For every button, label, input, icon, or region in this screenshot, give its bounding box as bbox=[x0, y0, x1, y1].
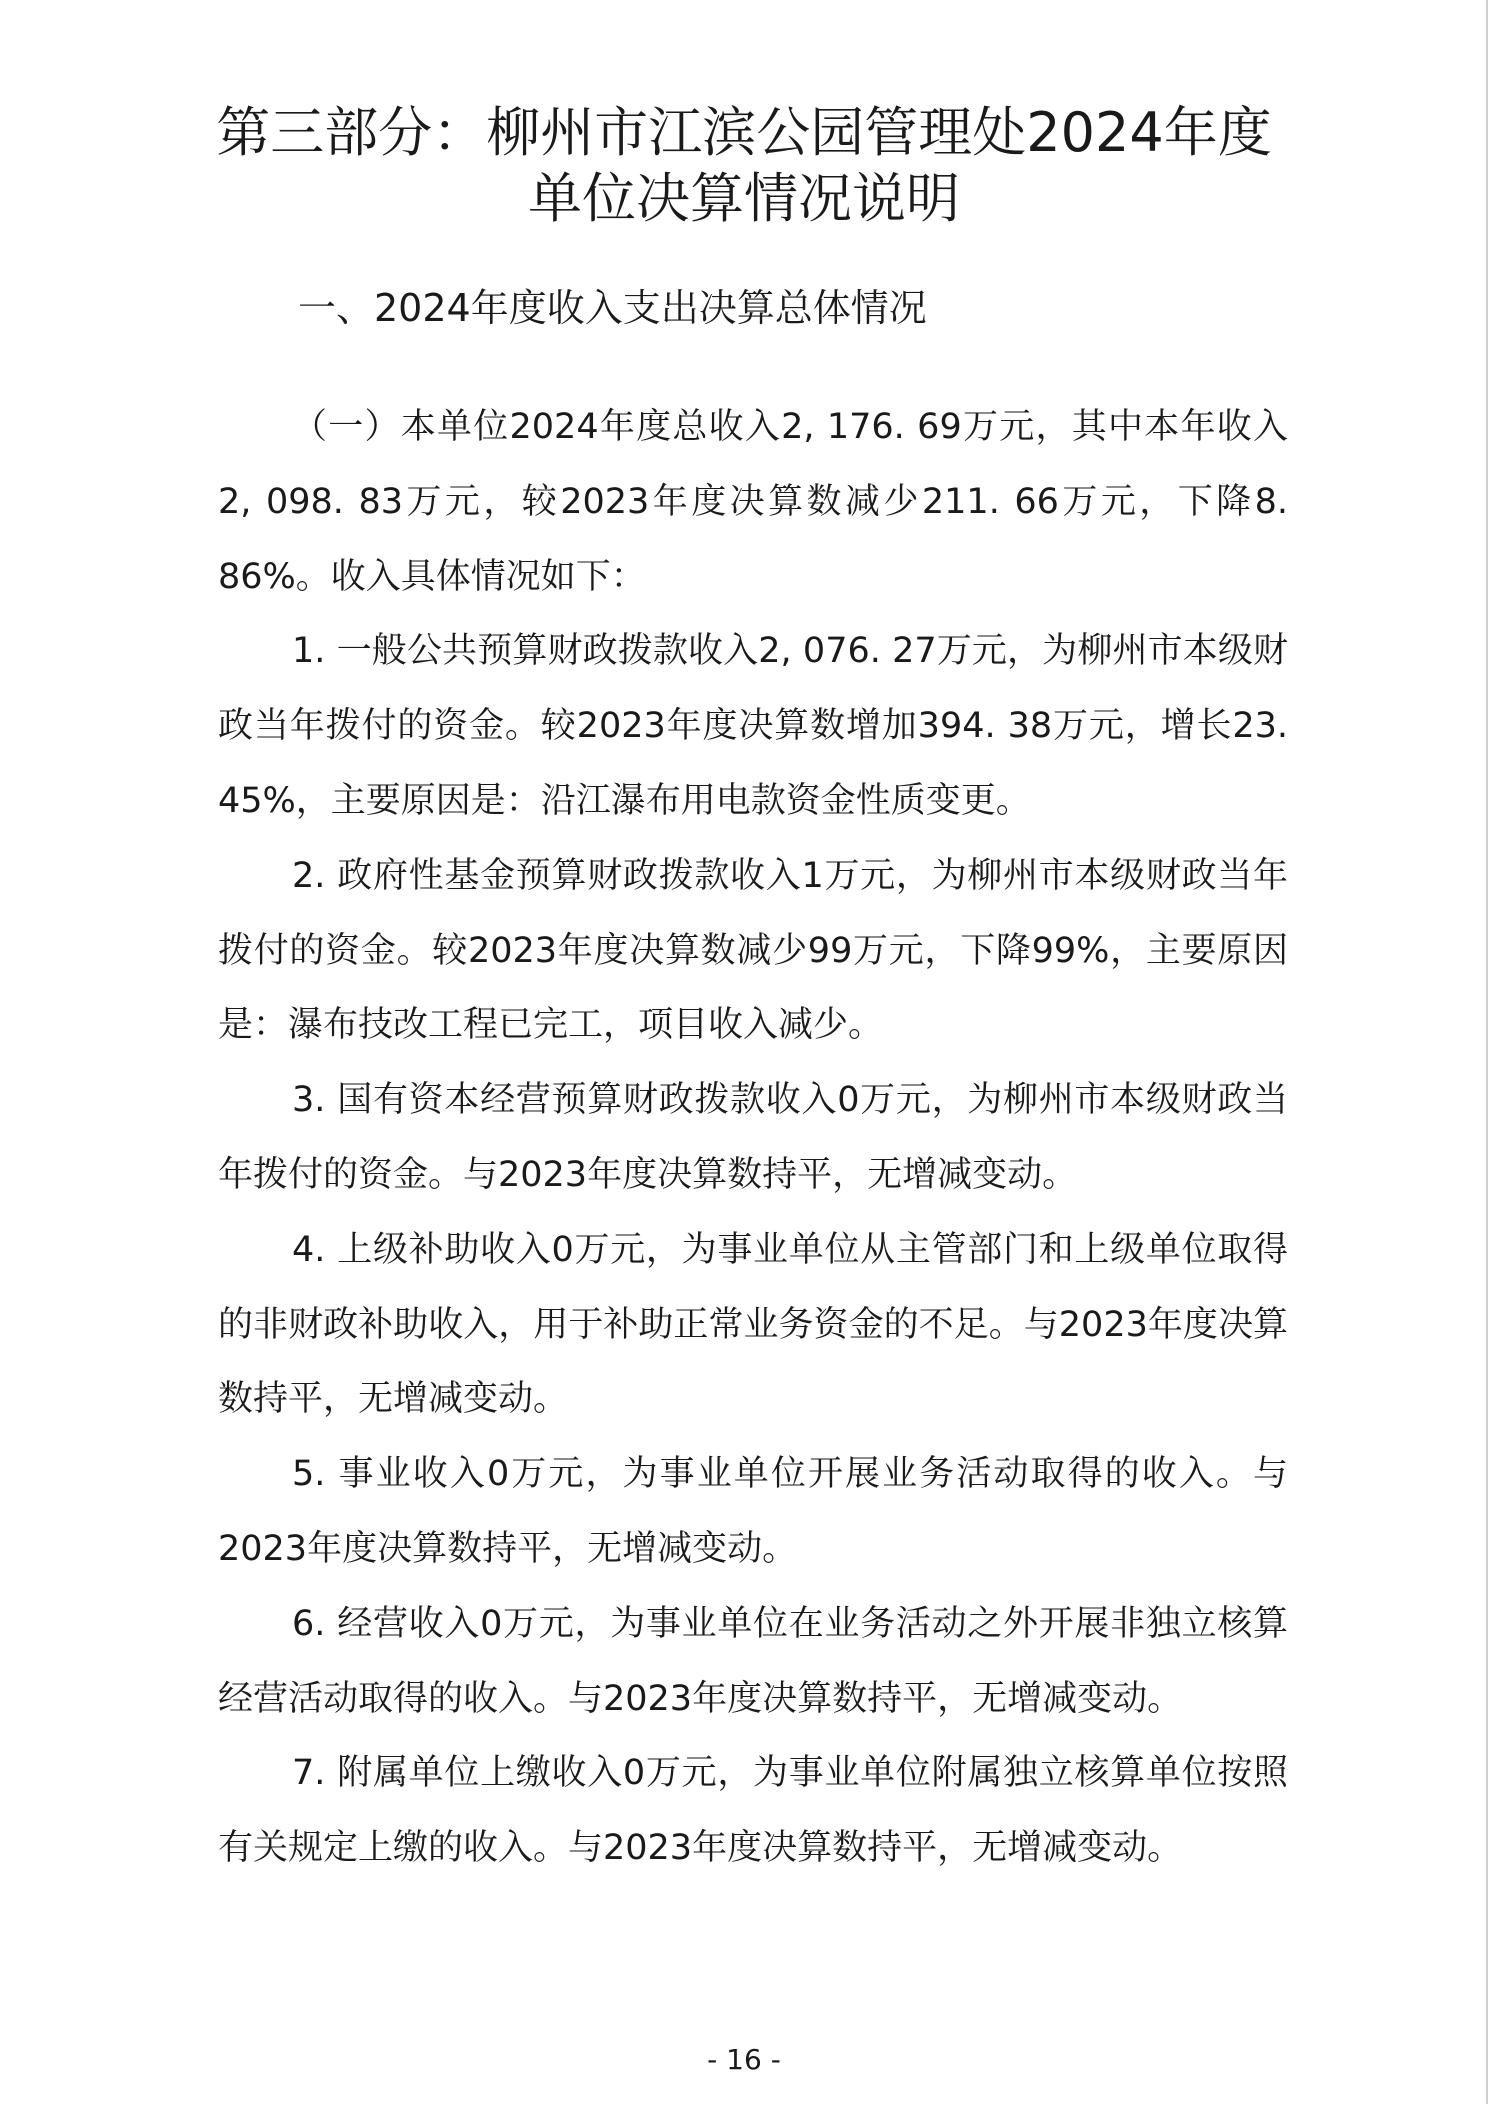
section-heading: 一、2024年度收入支出决算总体情况 bbox=[298, 286, 927, 330]
title-line-2: 单位决算情况说明 bbox=[528, 167, 960, 230]
paragraph-operating-income: 6. 经营收入0万元，为事业单位在业务活动之外开展非独立核算经营活动取得的收入。与2023年度决算数持平，无增减变动。 bbox=[218, 1603, 1288, 1719]
paragraph-state-capital: 3. 国有资本经营预算财政拨款收入0万元，为柳州市本级财政当年拨付的资金。与2023年度决算数持平，无增减变动。 bbox=[218, 1080, 1288, 1195]
page-number: - 16 - bbox=[707, 2043, 781, 2076]
paragraph-business-income: 5. 事业收入0万元，为事业单位开展业务活动取得的收入。与2023年度决算数持平，无增减变动。 bbox=[218, 1454, 1288, 1569]
paragraph-affiliated-income: 7. 附属单位上缴收入0万元，为事业单位附属独立核算单位按照有关规定上缴的收入。与2023年度决算数持平，无增减变动。 bbox=[218, 1753, 1288, 1869]
paragraph-superior-subsidy: 4. 上级补助收入0万元，为事业单位从主管部门和上级单位取得的非财政补助收入，用于补助正常业务资金的不足。与2023年度决算数持平，无增减变动。 bbox=[218, 1229, 1288, 1420]
document-body bbox=[218, 390, 1288, 1886]
title-line-1: 第三部分：柳州市江滨公园管理处2024年度 bbox=[216, 101, 1272, 164]
paragraph-total-income: （一）本单位2024年度总收入2, 176. 69万元，其中本年收入2, 098. 83万元，较2023年度决算数减少211. 66万元，下降8. 86%。收入具体情况如下： bbox=[218, 407, 1288, 597]
paragraph-government-fund: 2. 政府性基金预算财政拨款收入1万元，为柳州市本级财政当年拨付的资金。较2023年度决算数减少99万元，下降99%，主要原因是：瀑布技改工程已完工，项目收入减少。 bbox=[218, 855, 1288, 1046]
page-title bbox=[120, 100, 1368, 232]
paragraph-general-budget: 1. 一般公共预算财政拨款收入2, 076. 27万元，为柳州市本级财政当年拨付的资金。较2023年度决算数增加394. 38万元，增长23. 45%，主要原因是：沿江瀑布用电款资金性质变更。 bbox=[218, 631, 1288, 821]
